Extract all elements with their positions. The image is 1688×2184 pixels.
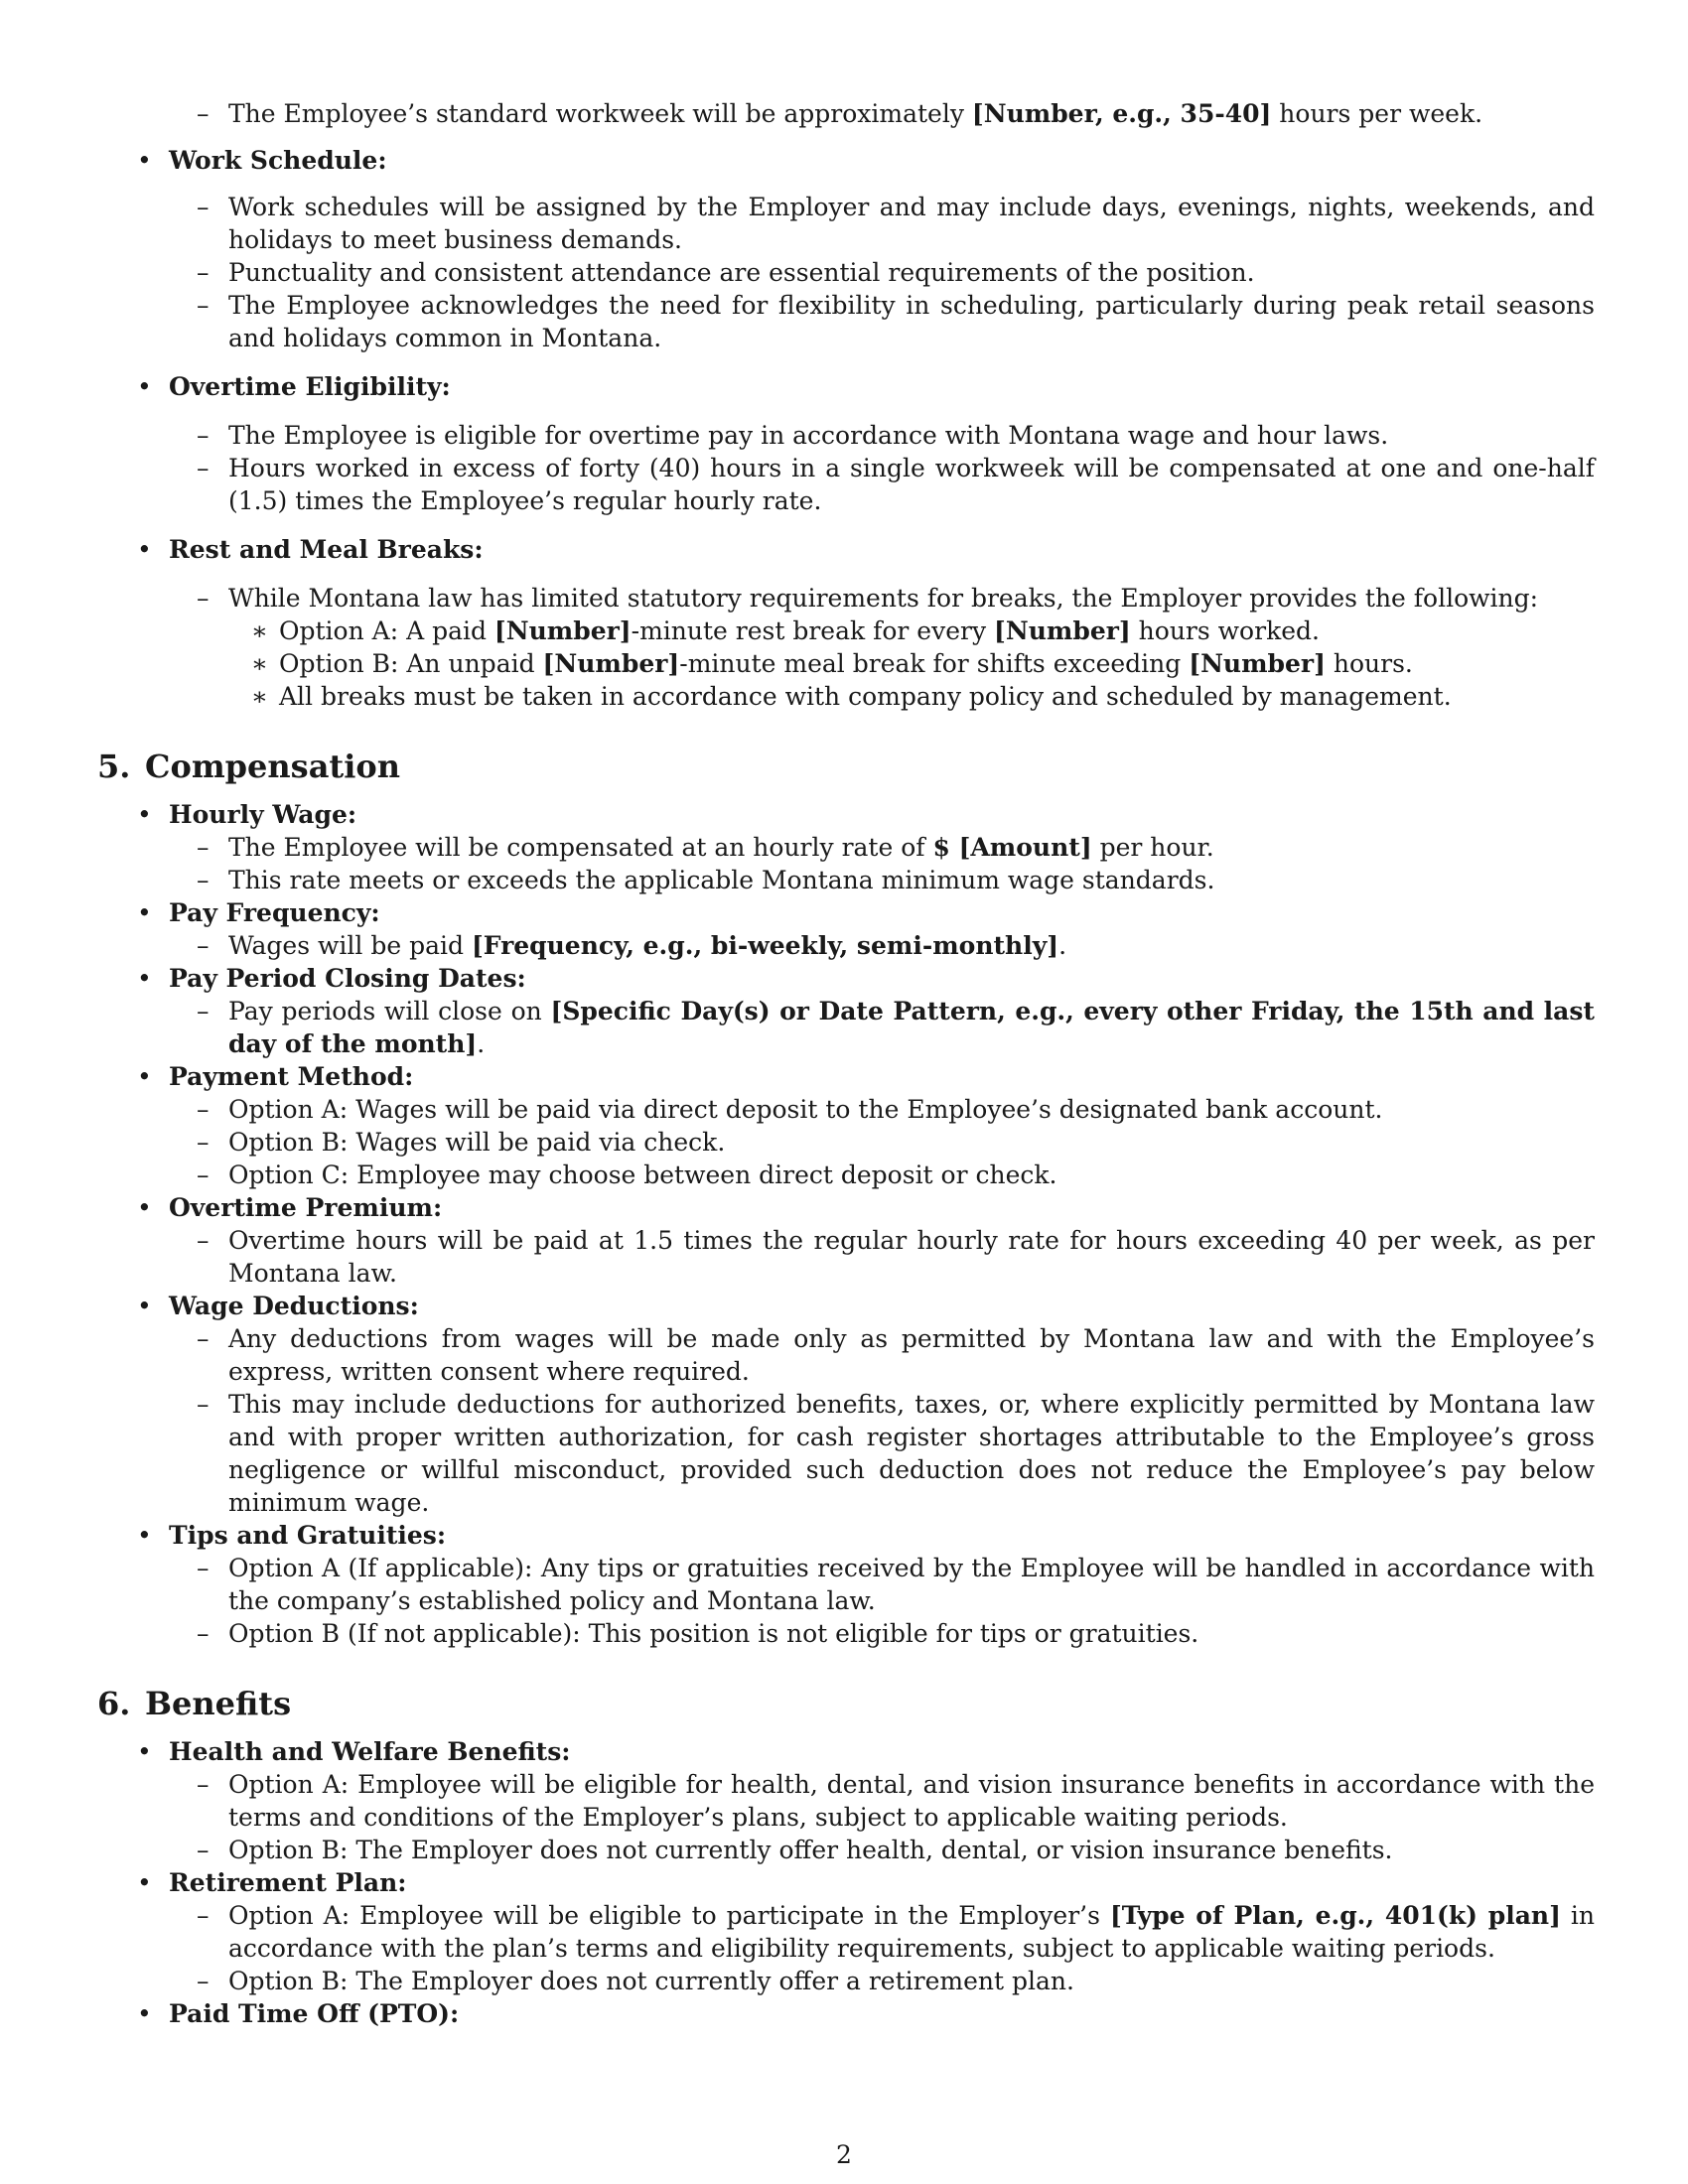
- overtime-eligibility-item: • Overtime Eligibility:: [137, 372, 451, 401]
- list-item: – Pay periods will close on [Specific Day(s) or Date Pattern, e.g., every other Friday, the 15th and last day of the month].: [197, 997, 1595, 1058]
- list-item: – Option A: Employee will be eligible to participate in the Employer’s [Type of Plan, e.g., 401(k) plan] in accordance with the plan’s terms and eligibility requirements, subject to applicable waiting periods.: [197, 1901, 1596, 1963]
- list-item: – Wages will be paid [Frequency, e.g., bi-weekly, semi-monthly].: [197, 931, 1067, 960]
- list-item: – The Employee will be compensated at an hourly rate of $ [Amount] per hour.: [197, 833, 1214, 862]
- rest-breaks-item: • Rest and Meal Breaks:: [137, 535, 484, 564]
- list-item: – Overtime hours will be paid at 1.5 times the regular hourly rate for hours exceeding 40 per week, as per Montana law.: [197, 1226, 1595, 1288]
- rest-breaks-title: Rest and Meal Breaks:: [169, 535, 484, 564]
- list-item: – This rate meets or exceeds the applicable Montana minimum wage standards.: [197, 866, 1215, 894]
- list-item: – Option A: Wages will be paid via direct deposit to the Employee’s designated bank account.: [197, 1095, 1383, 1124]
- wage-deductions-item: • Wage Deductions:: [137, 1292, 419, 1320]
- overtime-eligibility-title: Overtime Eligibility:: [169, 372, 451, 401]
- list-item: – Option B: Wages will be paid via check.: [197, 1128, 726, 1157]
- work-schedule-item: [97, 144, 1595, 177]
- list-item: – Option B: The Employer does not currently offer a retirement plan.: [197, 1967, 1074, 1995]
- list-item: – Hours worked in excess of forty (40) hours in a single workweek will be compensated at one and one-half (1.5) times the Employee’s regular hourly rate.: [197, 454, 1595, 515]
- retirement-plan-item: • Retirement Plan:: [137, 1868, 407, 1897]
- payment-method-item: • Payment Method:: [137, 1062, 414, 1091]
- hourly-wage-item: • Hourly Wage:: [137, 800, 357, 829]
- list-item: – The Employee’s standard workweek will be approximately [Number, e.g., 35-40] hours per week.: [197, 99, 1483, 128]
- list-item: – This may include deductions for authorized benefits, taxes, or, where explicitly permitted by Montana law and with proper written authorization, for cash register shortages attributable to the Employee’s gross negligence or willful misconduct, provided such deduction does not reduce the Employee’s pay below minimum wage.: [197, 1390, 1595, 1517]
- health-benefits-item: • Health and Welfare Benefits:: [137, 1737, 571, 1766]
- list-item: – While Montana law has limited statutory requirements for breaks, the Employer provides the following:: [197, 584, 1539, 613]
- bullet-dot: •: [137, 146, 152, 175]
- sub-list-item: ∗ All breaks must be taken in accordance with company policy and scheduled by management.: [251, 682, 1452, 711]
- list-item: – The Employee acknowledges the need for flexibility in scheduling, particularly during peak retail seasons and holidays common in Montana.: [197, 291, 1595, 352]
- overtime-premium-item: • Overtime Premium:: [137, 1193, 443, 1222]
- closing-dates-item: • Pay Period Closing Dates:: [137, 964, 526, 993]
- asterisk-bullet: ∗: [251, 616, 268, 645]
- list-item: – Any deductions from wages will be made only as permitted by Montana law and with the Employee’s express, written consent where required.: [197, 1324, 1595, 1386]
- list-item: – Option A (If applicable): Any tips or gratuities received by the Employee will be handled in accordance with the company’s established policy and Montana law.: [197, 1554, 1595, 1615]
- list-item: – The Employee is eligible for overtime pay in accordance with Montana wage and hour laws.: [197, 421, 1389, 450]
- work-schedule-title: Work Schedule:: [169, 146, 387, 175]
- section-heading-compensation: 5. Compensation: [97, 748, 400, 785]
- list-item: – Punctuality and consistent attendance are essential requirements of the position.: [197, 258, 1255, 287]
- dash-bullet: –: [197, 99, 210, 128]
- list-item: – Option C: Employee may choose between direct deposit or check.: [197, 1160, 1057, 1189]
- list-item: – Option B: The Employer does not currently offer health, dental, or vision insurance benefits.: [197, 1836, 1393, 1864]
- pto-item: • Paid Time Off (PTO):: [137, 1999, 460, 2028]
- list-item: – Option B (If not applicable): This position is not eligible for tips or gratuities.: [197, 1619, 1199, 1648]
- page-number: 2: [836, 2140, 852, 2169]
- section-heading-benefits: 6. Benefits: [97, 1685, 292, 1722]
- pay-frequency-item: • Pay Frequency:: [137, 898, 380, 927]
- sub-list-item: ∗ Option B: An unpaid [Number]-minute meal break for shifts exceeding [Number] hours.: [251, 649, 1413, 678]
- tips-item: • Tips and Gratuities:: [137, 1521, 447, 1550]
- list-item: – Work schedules will be assigned by the Employer and may include days, evenings, nights, weekends, and holidays to meet business demands.: [197, 193, 1595, 254]
- page-content: [97, 97, 1595, 2030]
- list-item: – Option A: Employee will be eligible for health, dental, and vision insurance benefits in accordance with the terms and conditions of the Employer’s plans, subject to applicable waiting periods.: [197, 1770, 1595, 1832]
- sub-list-item: ∗ Option A: A paid [Number]-minute rest break for every [Number] hours worked.: [251, 616, 1320, 645]
